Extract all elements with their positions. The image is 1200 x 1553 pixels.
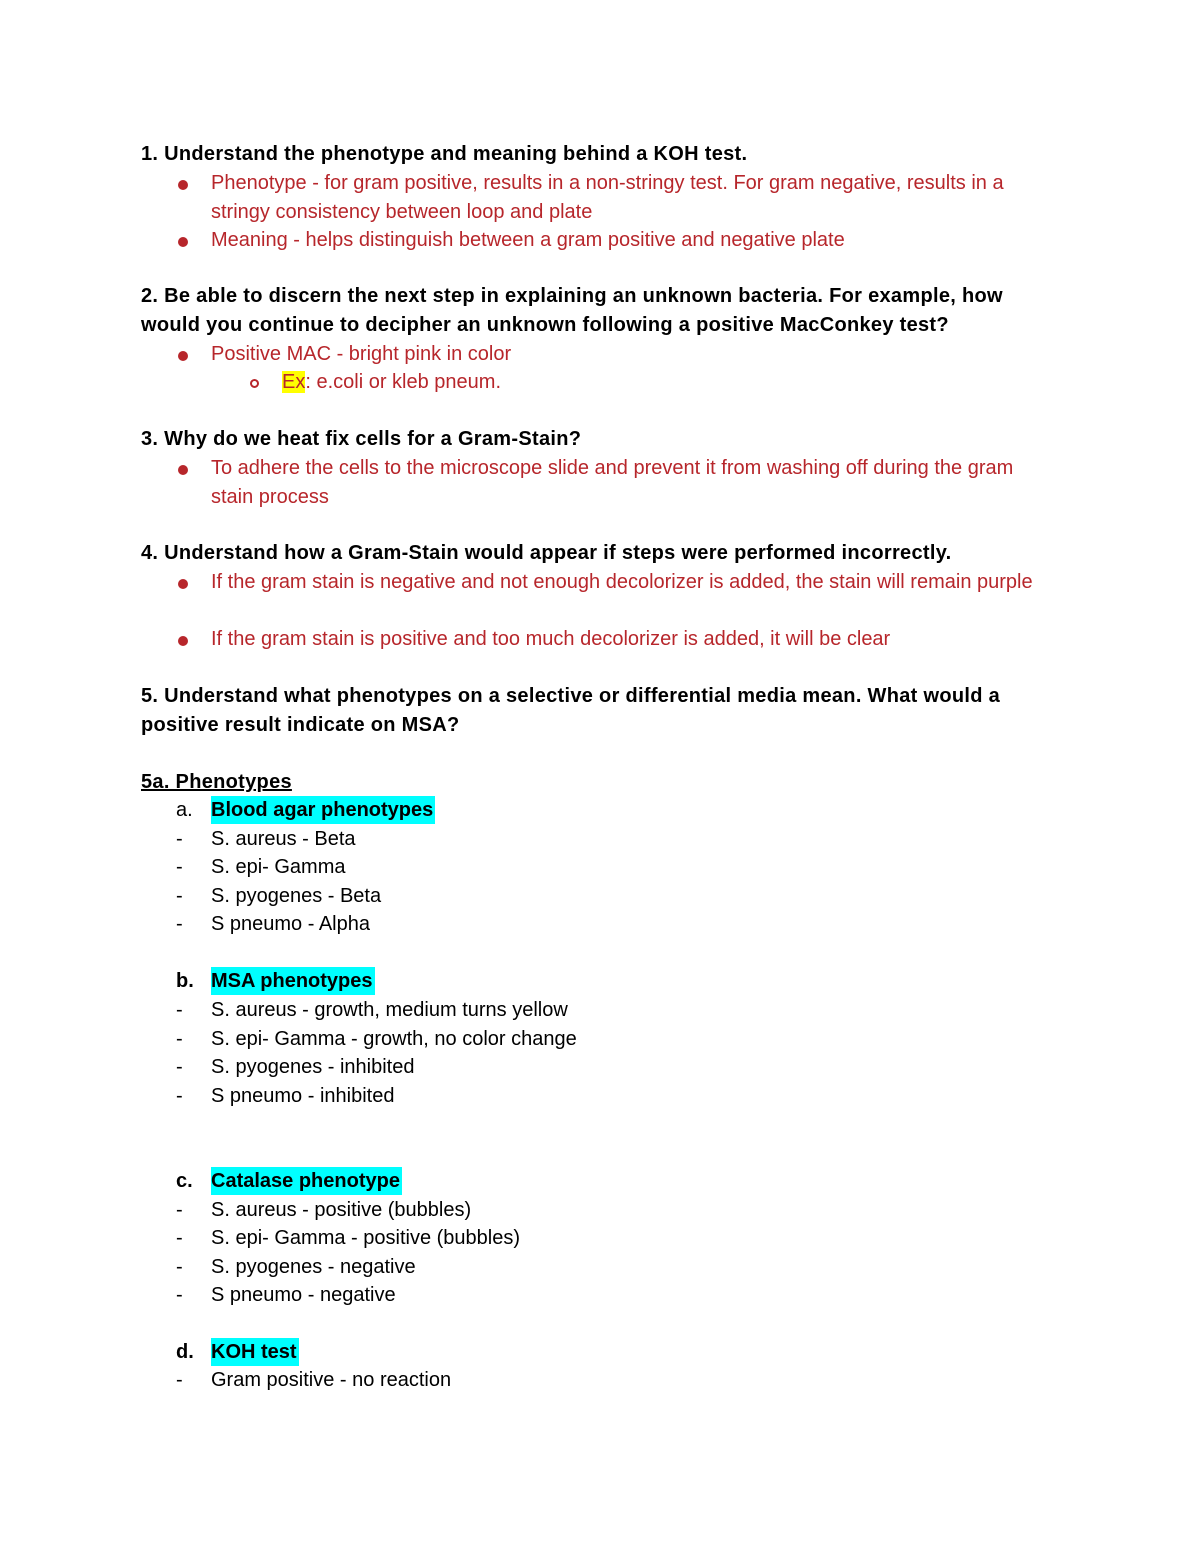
- hollow-circle-bullet-icon: [250, 379, 259, 388]
- dash-marker: -: [176, 999, 183, 1021]
- list-item: S. aureus - growth, medium turns yellow: [211, 999, 568, 1021]
- answer-1b: Meaning - helps distinguish between a gram positive and negative plate: [211, 229, 845, 251]
- dash-marker: -: [176, 856, 183, 878]
- group-title-blood-agar: Blood agar phenotypes: [211, 796, 435, 824]
- group-title-catalase: Catalase phenotype: [211, 1167, 402, 1195]
- list-item: S. epi- Gamma - growth, no color change: [211, 1028, 577, 1050]
- answer-1a: Phenotype - for gram positive, results in a non-stringy test. For gram negative, results in a stringy consistency between loop and plate: [211, 172, 1004, 223]
- bullet-icon: [178, 465, 188, 475]
- question-5: 5. Understand what phenotypes on a selective or differential media mean. What would a positive result indicate on MSA?: [141, 685, 1001, 736]
- dash-marker: -: [176, 1085, 183, 1107]
- group-letter-d: d.: [176, 1341, 194, 1363]
- list-item: S. aureus - positive (bubbles): [211, 1199, 472, 1221]
- dash-marker: -: [176, 913, 183, 935]
- list-item: S. pyogenes - negative: [211, 1256, 416, 1278]
- answer-4a: If the gram stain is negative and not enough decolorizer is added, the stain will remain purple: [211, 571, 1033, 593]
- group-letter-a: a.: [176, 799, 193, 821]
- list-item: S. pyogenes - inhibited: [211, 1056, 415, 1078]
- question-4: 4. Understand how a Gram-Stain would appear if steps were performed incorrectly.: [141, 542, 952, 564]
- list-item: S. epi- Gamma: [211, 856, 346, 878]
- example-text: : e.coli or kleb pneum.: [305, 371, 501, 393]
- group-letter-c: c.: [176, 1170, 193, 1192]
- dash-marker: -: [176, 1199, 183, 1221]
- list-item: S. aureus - Beta: [211, 828, 356, 850]
- answer-2a: Positive MAC - bright pink in color: [211, 343, 512, 365]
- dash-marker: -: [176, 1369, 183, 1391]
- bullet-icon: [178, 180, 188, 190]
- dash-marker: -: [176, 885, 183, 907]
- bullet-icon: [178, 636, 188, 646]
- question-2: 2. Be able to discern the next step in explaining an unknown bacteria. For example, how would you continue to decipher an unknown following a positive MacConkey test?: [141, 285, 1003, 336]
- list-item: S pneumo - Alpha: [211, 913, 370, 935]
- list-item: S. pyogenes - Beta: [211, 885, 382, 907]
- question-3: 3. Why do we heat fix cells for a Gram-Stain?: [141, 428, 582, 450]
- bullet-icon: [178, 237, 188, 247]
- dash-marker: -: [176, 1227, 183, 1249]
- dash-marker: -: [176, 1028, 183, 1050]
- list-item: S. epi- Gamma - positive (bubbles): [211, 1227, 521, 1249]
- dash-marker: -: [176, 1284, 183, 1306]
- dash-marker: -: [176, 828, 183, 850]
- list-item: Gram positive - no reaction: [211, 1369, 452, 1391]
- answer-3a: To adhere the cells to the microscope slide and prevent it from washing off during the gram stain process: [211, 457, 1014, 508]
- list-item: S pneumo - inhibited: [211, 1085, 395, 1107]
- section-heading: 5a. Phenotypes: [141, 771, 292, 793]
- dash-marker: -: [176, 1056, 183, 1078]
- bullet-icon: [178, 351, 188, 361]
- question-1: 1. Understand the phenotype and meaning behind a KOH test.: [141, 143, 748, 165]
- group-title-koh: KOH test: [211, 1338, 299, 1366]
- group-title-msa: MSA phenotypes: [211, 967, 375, 995]
- answer-2-example: [282, 368, 501, 396]
- bullet-icon: [178, 579, 188, 589]
- example-prefix: Ex: [282, 371, 306, 393]
- list-item: S pneumo - negative: [211, 1284, 396, 1306]
- dash-marker: -: [176, 1256, 183, 1278]
- answer-4b: If the gram stain is positive and too much decolorizer is added, it will be clear: [211, 628, 891, 650]
- group-letter-b: b.: [176, 970, 194, 992]
